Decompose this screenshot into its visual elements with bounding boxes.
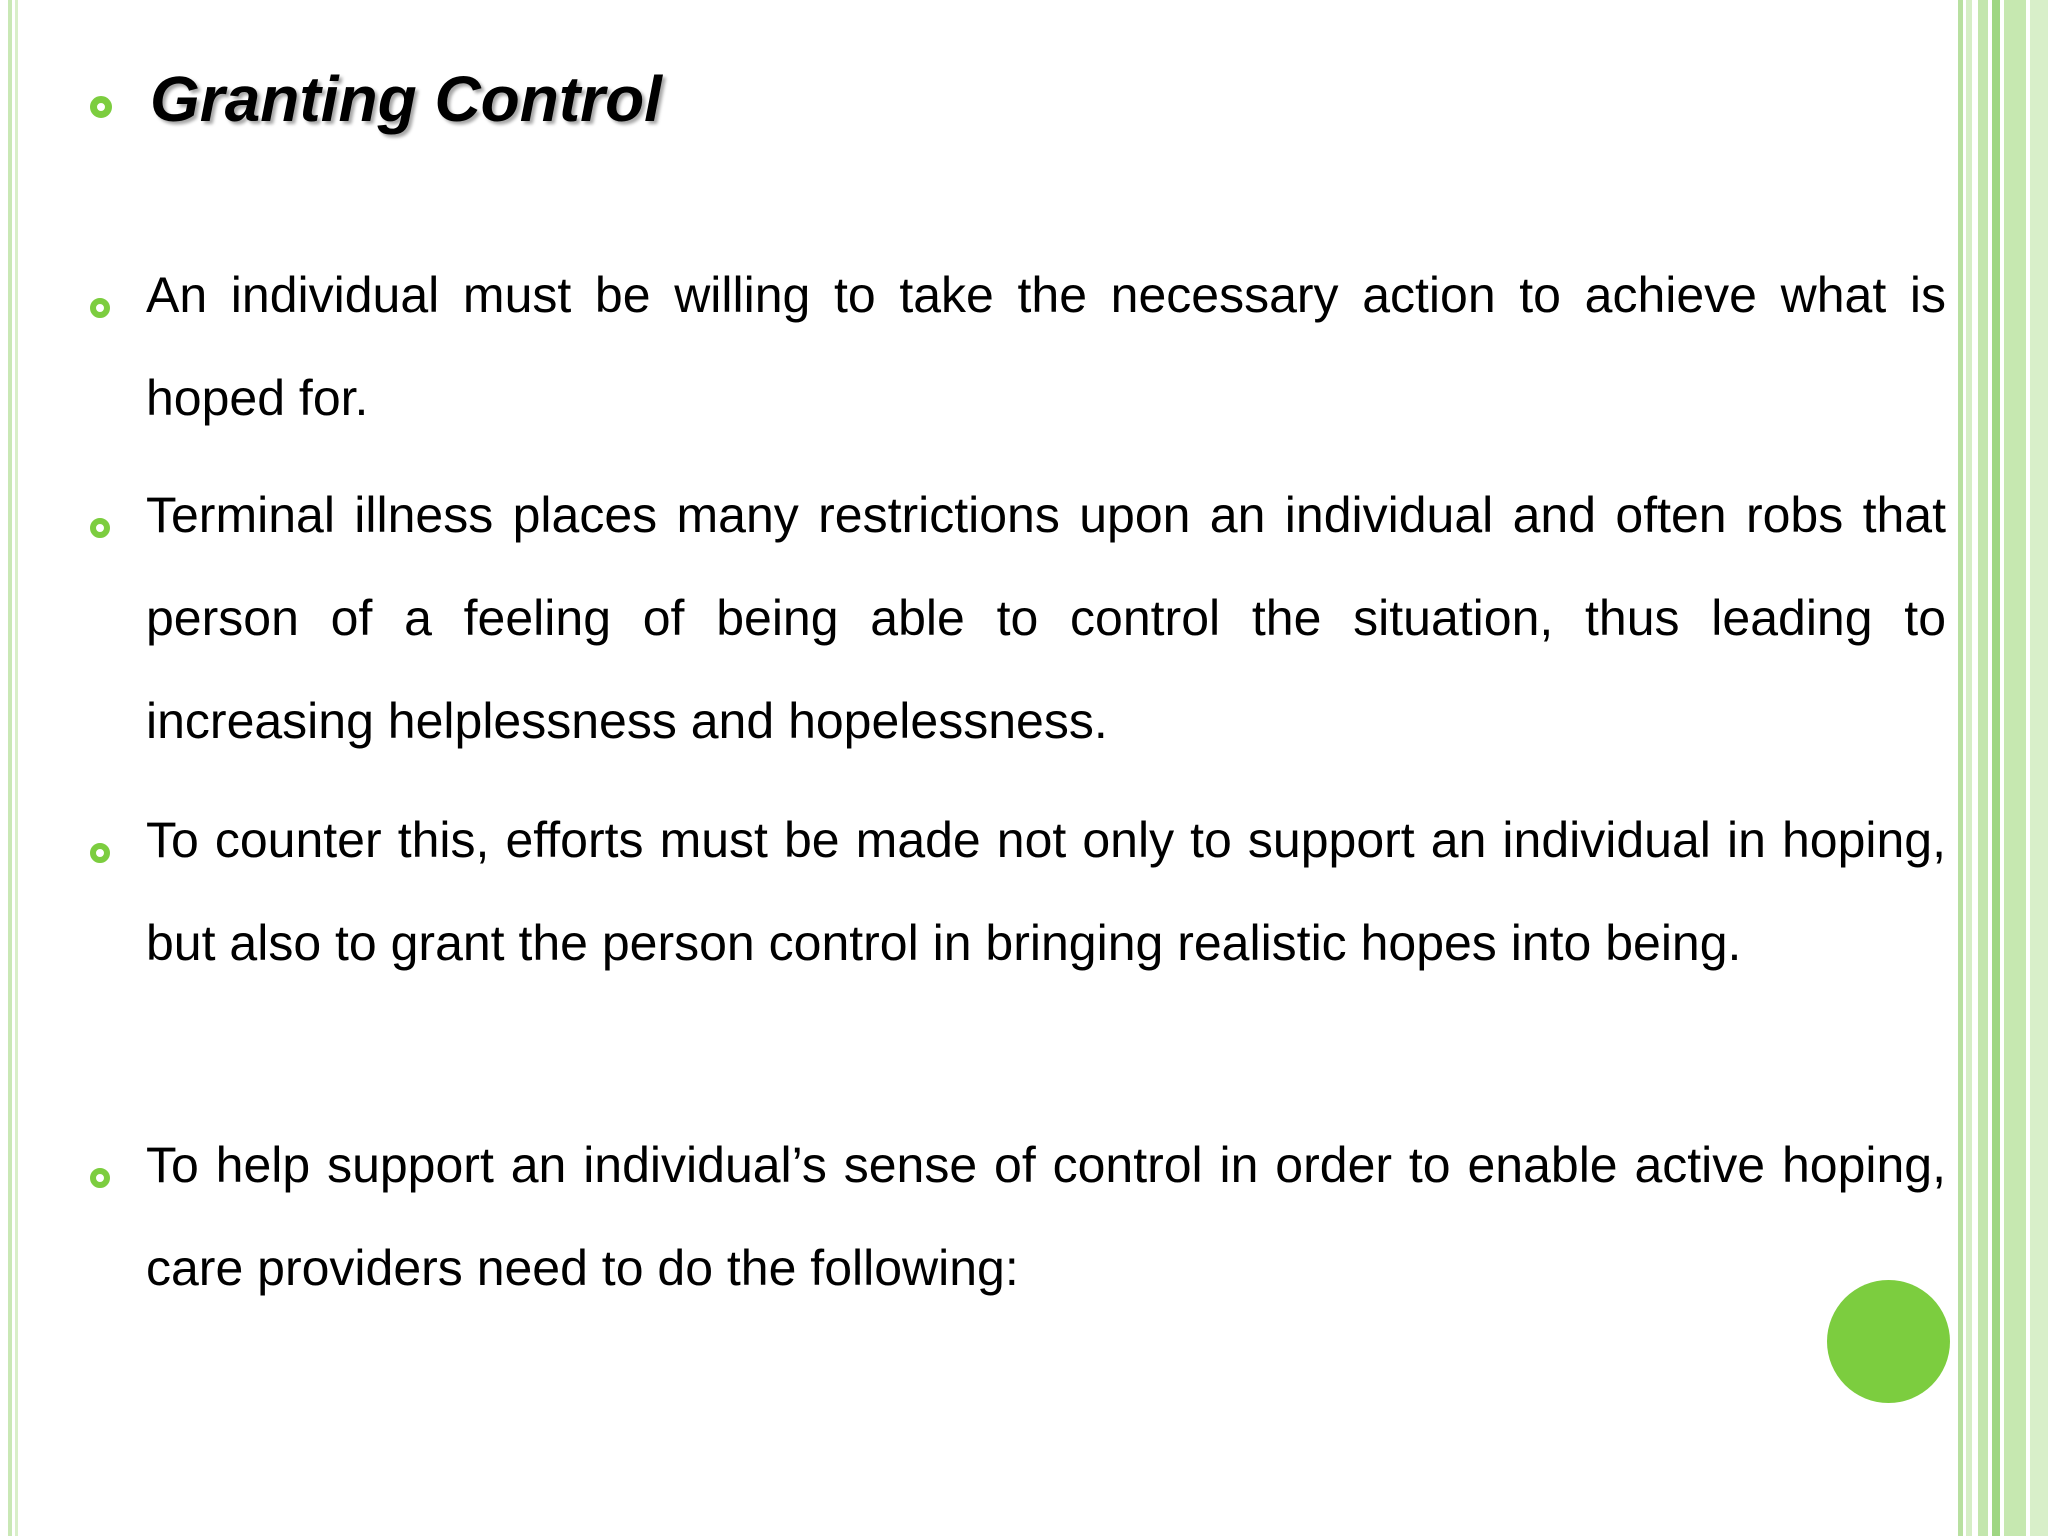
green-circle-decoration xyxy=(1827,1280,1950,1403)
slide-content xyxy=(86,0,1946,1536)
bullet-text: To help support an individual’s sense of control in order to enable active hoping, care providers need to do the following: xyxy=(146,1137,1946,1296)
bullet-text: To counter this, efforts must be made not only to support an individual in hoping, but also to grant the person control in bringing realistic hopes into being. xyxy=(146,812,1946,971)
right-stripe xyxy=(1966,0,1972,1536)
bullet-icon xyxy=(90,518,110,538)
right-stripe xyxy=(2030,0,2048,1536)
bullet-text: An individual must be willing to take the necessary action to achieve what is hoped for. xyxy=(146,267,1946,426)
right-stripe xyxy=(1978,0,1988,1536)
right-stripe xyxy=(1992,0,2000,1536)
bullet-icon xyxy=(90,298,110,318)
right-stripe xyxy=(1958,0,1963,1536)
title-bullet-icon xyxy=(90,96,112,118)
bullet-icon xyxy=(90,1168,110,1188)
left-border-line xyxy=(8,0,12,1536)
right-stripe xyxy=(2004,0,2026,1536)
slide-title: Granting Control xyxy=(150,63,662,135)
bullet-icon xyxy=(90,843,110,863)
left-border-line-inner xyxy=(15,0,18,1536)
bullet-text: Terminal illness places many restrictions upon an individual and often robs that person of a feeling of being able to control the situation, thus leading to increasing helplessness and hopelessness. xyxy=(146,487,1946,749)
